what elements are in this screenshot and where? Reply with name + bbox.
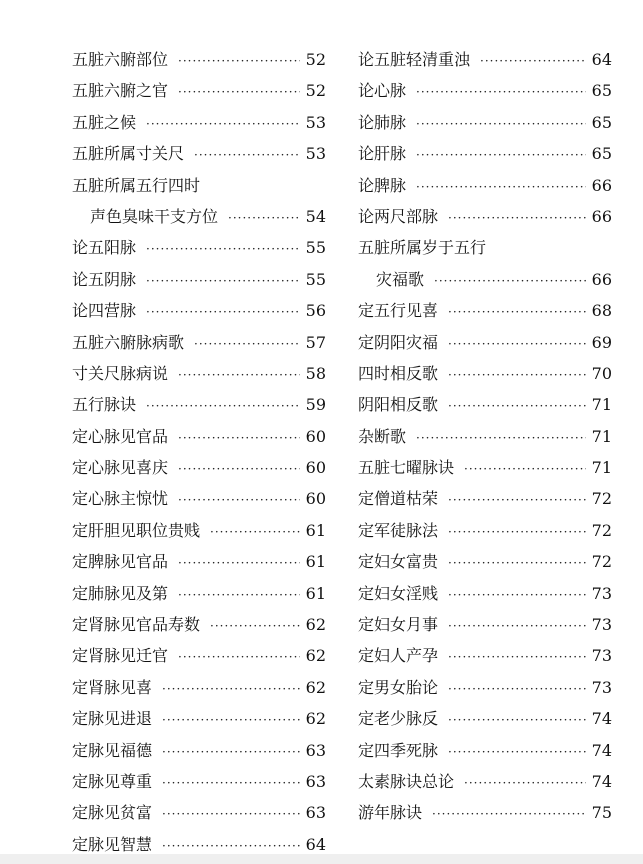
toc-entry-page: 73	[591, 615, 612, 635]
toc-entry	[358, 201, 612, 232]
toc-entry-title: 定心脉见喜庆	[72, 458, 169, 478]
dot-leader	[416, 140, 586, 171]
dot-leader	[178, 77, 300, 108]
dot-leader	[448, 580, 586, 611]
dot-leader	[464, 768, 586, 799]
toc-entry-page: 60	[305, 458, 326, 478]
dot-leader	[448, 705, 586, 736]
toc-entry-page: 69	[591, 332, 612, 352]
toc-entry-page: 65	[591, 112, 612, 132]
toc-entry-title: 定肾脉见官品寿数	[72, 615, 201, 635]
toc-entry	[358, 358, 612, 389]
toc-entry-page: 62	[305, 646, 326, 666]
toc-entry-title: 定四季死脉	[358, 740, 439, 760]
toc-entry	[72, 735, 326, 766]
toc-entry-title: 阴阳相反歌	[358, 395, 439, 415]
toc-entry	[72, 578, 326, 609]
toc-entry-page: 72	[591, 489, 612, 509]
dot-leader	[448, 548, 586, 579]
toc-entry	[358, 483, 612, 514]
toc-entry-title: 定僧道枯荣	[358, 489, 439, 509]
toc-entry-page: 71	[591, 395, 612, 415]
toc-entry	[72, 515, 326, 546]
toc-entry	[72, 201, 326, 232]
toc-entry-page: 60	[305, 426, 326, 446]
toc-entry	[358, 138, 612, 169]
toc-entry-page: 64	[305, 834, 326, 854]
toc-entry	[358, 609, 612, 640]
dot-leader	[448, 611, 586, 642]
toc-entry	[358, 797, 612, 828]
toc-entry-title: 定老少脉反	[358, 709, 439, 729]
toc-entry-page: 52	[305, 81, 326, 101]
toc-entry	[72, 138, 326, 169]
toc-entry-title: 杂断歌	[358, 426, 407, 446]
toc-entry-title: 定脉见进退	[72, 709, 153, 729]
dot-leader	[416, 423, 586, 454]
toc-entry-title: 论两尺部脉	[358, 206, 439, 226]
toc-entry	[72, 609, 326, 640]
dot-leader	[178, 548, 300, 579]
dot-leader	[162, 705, 300, 736]
toc-entry-title: 定肺脉见及第	[72, 583, 169, 603]
toc-entry-title: 定肾脉见迁官	[72, 646, 169, 666]
toc-entry-page: 71	[591, 426, 612, 446]
toc-entry-title: 定脉见智慧	[72, 834, 153, 854]
dot-leader	[448, 517, 586, 548]
dot-leader	[146, 234, 300, 265]
dot-leader	[178, 360, 300, 391]
dot-leader	[146, 297, 300, 328]
toc-entry-page: 73	[591, 677, 612, 697]
dot-leader	[416, 172, 586, 203]
toc-entry-page: 70	[591, 363, 612, 383]
toc-entry-page: 63	[305, 803, 326, 823]
toc-entry	[72, 44, 326, 75]
toc-entry-title: 定妇女淫贱	[358, 583, 439, 603]
toc-entry-title: 定男女胎论	[358, 677, 439, 697]
toc-entry-title: 论肺脉	[358, 112, 407, 132]
dot-leader	[146, 266, 300, 297]
dot-leader	[178, 485, 300, 516]
toc-entry	[72, 327, 326, 358]
toc-entry-page: 55	[305, 238, 326, 258]
dot-leader	[434, 266, 586, 297]
toc-entry	[358, 295, 612, 326]
toc-entry-title: 定妇人产孕	[358, 646, 439, 666]
toc-entry-page: 73	[591, 583, 612, 603]
toc-entry-page: 68	[591, 301, 612, 321]
dot-leader	[464, 454, 586, 485]
toc-entry	[358, 264, 612, 295]
toc-entry	[72, 483, 326, 514]
toc-right-column	[358, 44, 612, 829]
toc-entry	[358, 578, 612, 609]
dot-leader	[194, 140, 300, 171]
toc-entry-title: 论心脉	[358, 81, 407, 101]
dot-leader	[210, 611, 300, 642]
toc-entry-page: 64	[591, 50, 612, 69]
toc-entry-heading	[358, 232, 612, 263]
dot-leader	[194, 329, 300, 360]
toc-entry	[358, 703, 612, 734]
dot-leader	[448, 391, 586, 422]
toc-entry	[72, 766, 326, 797]
toc-entry-title: 寸关尺脉病说	[72, 363, 169, 383]
toc-entry-page: 72	[591, 552, 612, 572]
toc-entry-page: 60	[305, 489, 326, 509]
toc-entry	[358, 735, 612, 766]
toc-entry-page: 55	[305, 269, 326, 289]
toc-entry-page: 74	[591, 771, 612, 791]
toc-entry-title: 五脏六腑脉病歌	[72, 332, 185, 352]
toc-entry	[358, 44, 612, 75]
toc-entry-page: 52	[305, 50, 326, 69]
toc-entry-page: 53	[305, 112, 326, 132]
dot-leader	[448, 642, 586, 673]
toc-entry-title: 定脉见尊重	[72, 771, 153, 791]
toc-entry-heading	[72, 170, 326, 201]
toc-entry	[72, 75, 326, 106]
toc-entry-page: 71	[591, 458, 612, 478]
toc-entry-title: 定肝胆见职位贵贱	[72, 520, 201, 540]
toc-entry-page: 63	[305, 740, 326, 760]
toc-entry	[72, 640, 326, 671]
toc-entry-title: 五脏所属五行四时	[72, 175, 201, 195]
toc-entry	[358, 170, 612, 201]
toc-entry	[358, 421, 612, 452]
dot-leader	[178, 454, 300, 485]
dot-leader	[162, 674, 300, 705]
toc-entry-title: 五脏之候	[72, 112, 137, 132]
toc-entry-title: 灾福歌	[376, 269, 425, 289]
toc-entry-title: 太素脉诀总论	[358, 771, 455, 791]
toc-entry-page: 74	[591, 740, 612, 760]
toc-entry-page: 59	[305, 395, 326, 415]
toc-entry	[72, 797, 326, 828]
toc-entry-page: 63	[305, 771, 326, 791]
dot-leader	[448, 485, 586, 516]
toc-entry-page: 66	[591, 175, 612, 195]
toc-entry-title: 论五阴脉	[72, 269, 137, 289]
toc-entry-page: 61	[305, 583, 326, 603]
dot-leader	[448, 203, 586, 234]
toc-entry	[358, 672, 612, 703]
toc-entry-page: 54	[305, 206, 326, 226]
dot-leader	[228, 203, 300, 234]
toc-entry	[72, 672, 326, 703]
dot-leader	[448, 297, 586, 328]
toc-entry	[72, 107, 326, 138]
dot-leader	[416, 77, 586, 108]
dot-leader	[210, 517, 300, 548]
dot-leader	[448, 674, 586, 705]
toc-entry-page: 66	[591, 269, 612, 289]
toc-entry	[72, 703, 326, 734]
toc-entry-page: 58	[305, 363, 326, 383]
toc-entry-title: 定脉见福德	[72, 740, 153, 760]
toc-entry-title: 定阴阳灾福	[358, 332, 439, 352]
toc-entry-page: 65	[591, 81, 612, 101]
toc-entry-page: 66	[591, 206, 612, 226]
toc-entry-title: 游年脉诀	[358, 803, 423, 823]
toc-entry	[358, 389, 612, 420]
dot-leader	[162, 799, 300, 830]
toc-entry-page: 75	[591, 803, 612, 823]
toc-entry-page: 62	[305, 615, 326, 635]
dot-leader	[432, 799, 586, 830]
toc-entry-title: 五脏六腑部位	[72, 50, 169, 69]
toc-entry-title: 定脾脉见官品	[72, 552, 169, 572]
toc-entry-title: 论四营脉	[72, 301, 137, 321]
toc-entry-title: 定肾脉见喜	[72, 677, 153, 697]
dot-leader	[162, 768, 300, 799]
toc-entry	[72, 295, 326, 326]
toc-entry-title: 五脏所属寸关尺	[72, 144, 185, 164]
toc-entry-title: 四时相反歌	[358, 363, 439, 383]
toc-entry	[358, 107, 612, 138]
toc-entry-title: 五脏七曜脉诀	[358, 458, 455, 478]
dot-leader	[146, 391, 300, 422]
dot-leader	[448, 737, 586, 768]
toc-entry-title: 定军徒脉法	[358, 520, 439, 540]
toc-entry-page: 56	[305, 301, 326, 321]
toc-entry	[358, 640, 612, 671]
dot-leader	[448, 329, 586, 360]
toc-entry-title: 声色臭味干支方位	[90, 206, 219, 226]
toc-entry-title: 论五脏轻清重浊	[358, 50, 471, 69]
toc-entry-title: 五脏六腑之官	[72, 81, 169, 101]
toc-entry-page: 62	[305, 677, 326, 697]
toc-entry	[358, 515, 612, 546]
toc-entry-page: 62	[305, 709, 326, 729]
toc-entry	[358, 452, 612, 483]
toc-entry-title: 五脏所属岁于五行	[358, 238, 487, 258]
toc-entry-page: 61	[305, 552, 326, 572]
toc-entry	[72, 389, 326, 420]
toc-left-column	[72, 44, 326, 860]
toc-entry-title: 定心脉见官品	[72, 426, 169, 446]
dot-leader	[178, 423, 300, 454]
toc-entry	[358, 327, 612, 358]
toc-entry	[358, 546, 612, 577]
toc-entry-page: 72	[591, 520, 612, 540]
toc-entry-page: 61	[305, 520, 326, 540]
toc-entry-title: 定五行见喜	[358, 301, 439, 321]
dot-leader	[178, 580, 300, 611]
toc-entry	[72, 358, 326, 389]
dot-leader	[162, 737, 300, 768]
toc-entry	[358, 766, 612, 797]
toc-entry	[72, 264, 326, 295]
dot-leader	[146, 109, 300, 140]
toc-entry-title: 定心脉主惊忧	[72, 489, 169, 509]
dot-leader	[448, 360, 586, 391]
toc-entry-title: 五行脉诀	[72, 395, 137, 415]
toc-entry	[72, 546, 326, 577]
dot-leader	[480, 46, 586, 77]
dot-leader	[178, 642, 300, 673]
toc-entry-title: 定妇女富贵	[358, 552, 439, 572]
toc-entry-page: 74	[591, 709, 612, 729]
toc-entry	[72, 232, 326, 263]
toc-entry-title: 论五阳脉	[72, 238, 137, 258]
toc-entry	[72, 452, 326, 483]
toc-entry-title: 论脾脉	[358, 175, 407, 195]
dot-leader	[178, 46, 300, 77]
toc-entry-page: 57	[305, 332, 326, 352]
toc-entry	[72, 421, 326, 452]
toc-entry	[358, 75, 612, 106]
toc-entry-page: 65	[591, 144, 612, 164]
toc-entry-page: 53	[305, 144, 326, 164]
toc-entry-page: 73	[591, 646, 612, 666]
toc-entry-title: 论肝脉	[358, 144, 407, 164]
bottom-scan-strip	[0, 854, 643, 864]
dot-leader	[416, 109, 586, 140]
toc-entry-title: 定脉见贫富	[72, 803, 153, 823]
toc-entry-title: 定妇女月事	[358, 615, 439, 635]
